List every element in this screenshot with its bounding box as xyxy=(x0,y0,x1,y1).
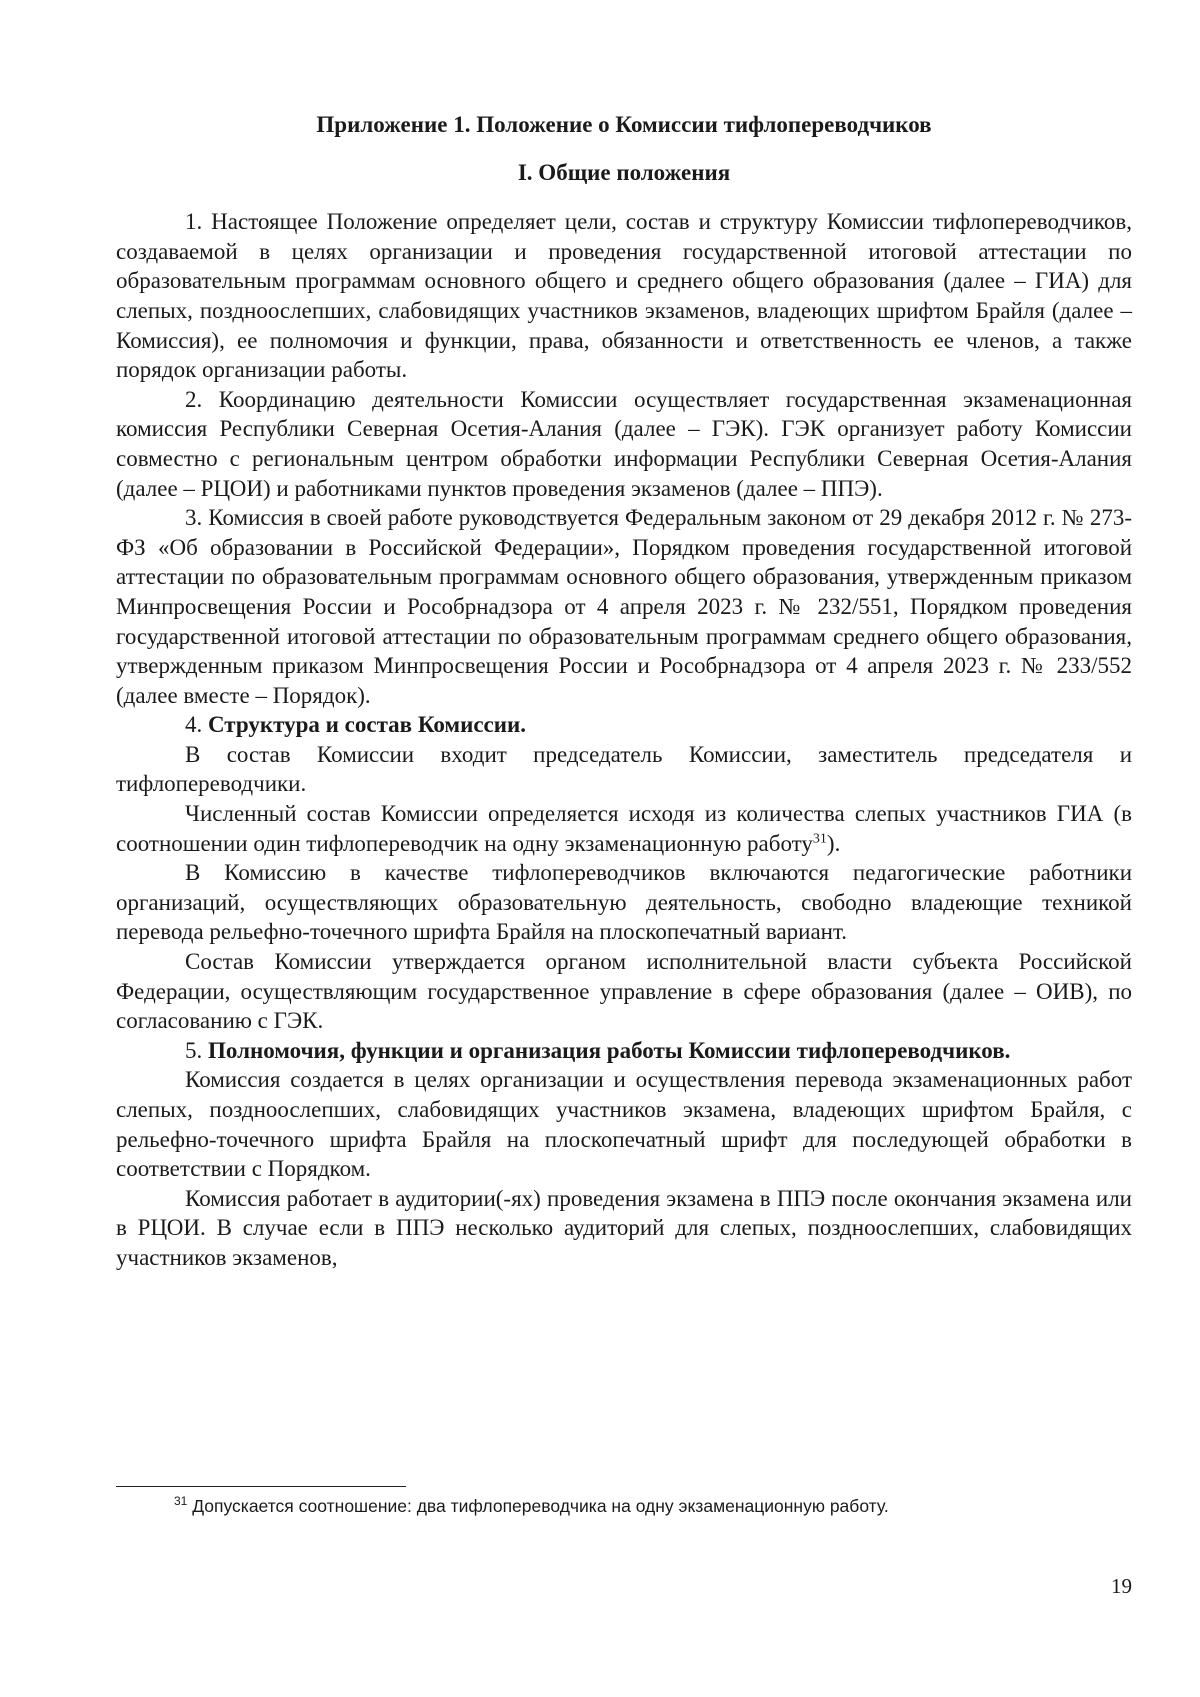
paragraph-4b xyxy=(116,799,1132,858)
footnote-reference[interactable]: 31 xyxy=(812,831,827,846)
paragraph-2: 2. Координацию деятельности Комиссии осуществляет государственная экзаменационная комиссия Республики Северная Осетия-Алания (далее – ГЭК). ГЭК организует работу Комиссии совместно с региональным центром обработки информации Республики Северная Осетия-Алания (далее – РЦОИ) и работниками пунктов проведения экзаменов (далее – ППЭ). xyxy=(116,386,1132,501)
section-heading: I. Общие положения xyxy=(517,159,731,185)
paragraph-4c: В Комиссию в качестве тифлопереводчиков включаются педагогические работники организаций, осуществляющих образовательную деятельность, свободно владеющие техникой перевода рельефно-точечного шрифта Брайля на плоскопечатный вариант. xyxy=(116,860,1132,945)
paragraph-1: 1. Настоящее Положение определяет цели, состав и структуру Комиссии тифлопереводчиков, создаваемой в целях организации и проведения государственной итоговой аттестации по образовательным программам основного общего и среднего общего образования (далее – ГИА) для слепых, поздноослепших, слабовидящих участников экзаменов, владеющих шрифтом Брайля (далее – Комиссия), ее полномочия и функции, права, обязанности и ответственность ее членов, а также порядок организации работы. xyxy=(116,209,1132,383)
paragraph-5-bold-heading: Полномочия, функции и организация работы Комиссии тифлопереводчиков. xyxy=(208,1037,1011,1063)
document-body xyxy=(116,110,1132,1273)
document-title: Приложение 1. Положение о Комиссии тифлопереводчиков xyxy=(316,112,932,137)
paragraph-4-bold-heading: Структура и состав Комиссии. xyxy=(208,712,527,738)
paragraph-5a: Комиссия создается в целях организации и осуществления перевода экзаменационных работ слепых, поздноослепших, слабовидящих участников экзамена, владеющих шрифтом Брайля, с рельефно-точечного шрифта Брайля на плоскопечатный шрифт для последующей обработки в соответствии с Порядком. xyxy=(116,1067,1132,1182)
paragraph-5-number: 5. xyxy=(185,1037,208,1063)
paragraph-4-heading xyxy=(116,710,1132,740)
paragraph-5b: Комиссия работает в аудитории(-ях) проведения экзамена в ППЭ после окончания экзамена или в РЦОИ. В случае если в ППЭ несколько аудиторий для слепых, поздноослепших, слабовидящих участников экзаменов, xyxy=(116,1185,1132,1270)
footnote xyxy=(116,1494,1132,1518)
footnote-marker: 31 xyxy=(174,1494,188,1509)
footnote-text: Допускается соотношение: два тифлопереводчика на одну экзаменационную работу. xyxy=(187,1496,889,1516)
paragraph-3: 3. Комиссия в своей работе руководствуется Федеральным законом от 29 декабря 2012 г. № 273-ФЗ «Об образовании в Российской Федерации», Порядком проведения государственной итоговой аттестации по образовательным программам основного общего образования, утвержденным приказом Минпросвещения России и Рособрнадзора от 4 апреля 2023 г. № 232/551, Порядком проведения государственной итоговой аттестации по образовательным программам среднего общего образования, утвержденным приказом Минпросвещения России и Рособрнадзора от 4 апреля 2023 г. № 233/552 (далее вместе – Порядок). xyxy=(116,505,1132,708)
page-number: 19 xyxy=(1111,1574,1132,1598)
paragraph-5-heading xyxy=(116,1036,1132,1066)
paragraph-4d: Состав Комиссии утверждается органом исполнительной власти субъекта Российской Федерации, осуществляющим государственное управление в сфере образования (далее – ОИВ), по согласованию с ГЭК. xyxy=(116,949,1132,1034)
paragraph-4b-text: Численный состав Комиссии определяется исходя из количества слепых участников ГИА (в соотношении один тифлопереводчик на одну экзаменационную работу xyxy=(116,801,1132,856)
paragraph-4a: В состав Комиссии входит председатель Комиссии, заместитель председателя и тифлопереводчики. xyxy=(116,741,1132,797)
footnote-divider xyxy=(116,1486,406,1487)
paragraph-4-number: 4. xyxy=(185,712,208,738)
paragraph-4b-end: ). xyxy=(826,830,841,856)
